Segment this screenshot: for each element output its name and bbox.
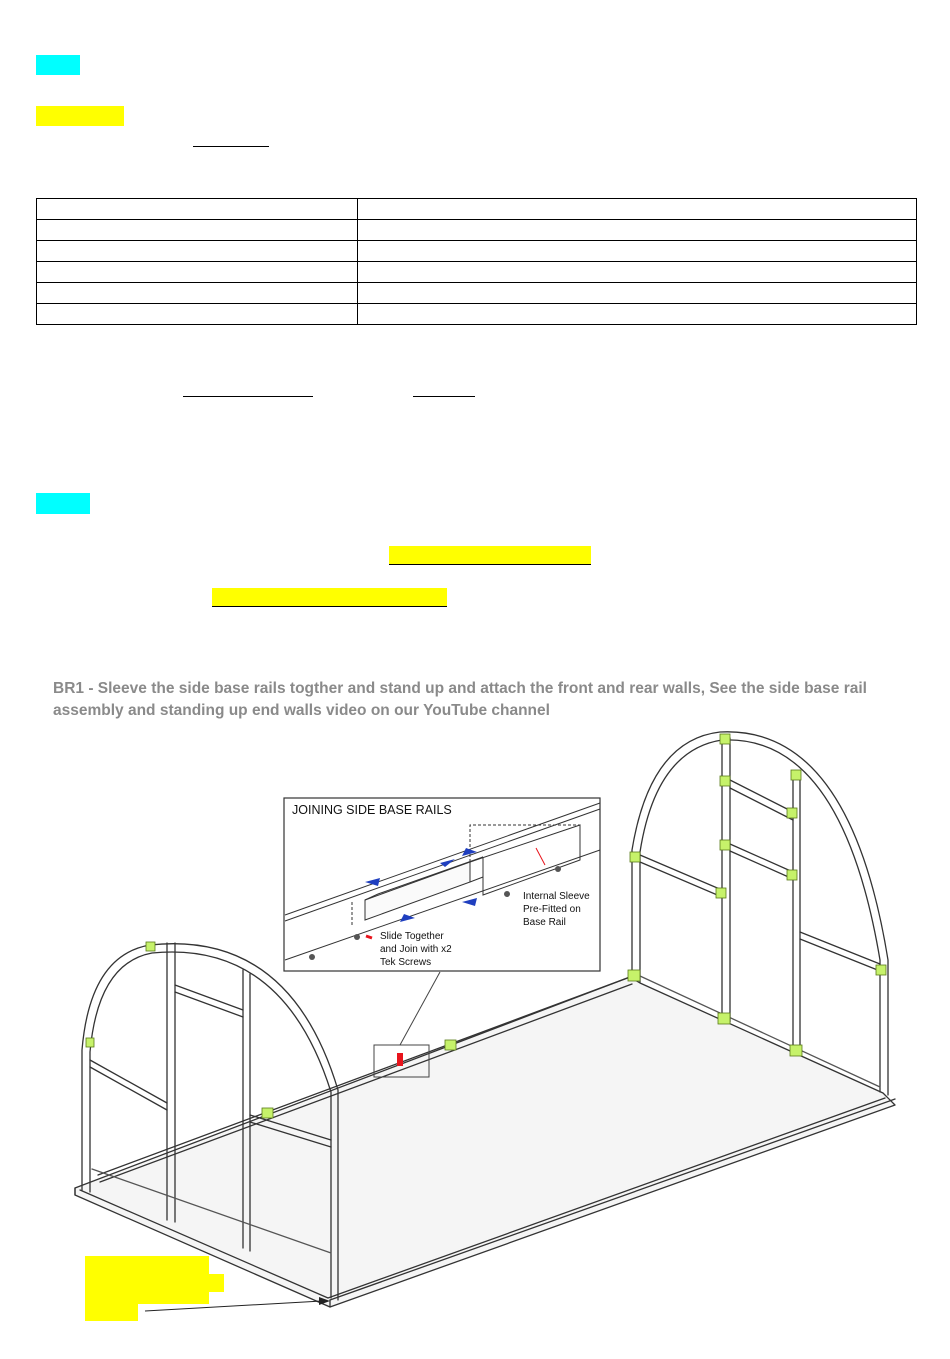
sleeve-label-2: Pre-Fitted on xyxy=(523,904,581,915)
spec-table-row xyxy=(37,304,917,325)
connector-bracket xyxy=(787,808,797,818)
connector-bracket xyxy=(790,1045,802,1056)
spec-table-row xyxy=(37,241,917,262)
sleeve-label-3: Base Rail xyxy=(523,917,566,928)
spec-table-row xyxy=(37,262,917,283)
connector-bracket xyxy=(787,870,797,880)
callout-leader xyxy=(400,972,440,1045)
spec-table-value-cell xyxy=(358,199,917,220)
joint-marker xyxy=(397,1053,403,1066)
connector-bracket xyxy=(718,1013,730,1024)
connector-bracket xyxy=(630,852,640,862)
connector-bracket xyxy=(876,965,886,975)
underline-2 xyxy=(183,396,313,397)
spec-table-row xyxy=(37,220,917,241)
joining-detail-inset xyxy=(284,798,600,971)
spec-table-value-cell xyxy=(358,304,917,325)
spec-table-value-cell xyxy=(358,283,917,304)
section-marker-1 xyxy=(36,55,80,75)
underline-1 xyxy=(193,146,269,147)
connector-bracket xyxy=(720,734,730,744)
connector-bracket xyxy=(445,1040,456,1050)
spec-table xyxy=(36,198,917,325)
spec-table-label-cell xyxy=(37,262,358,283)
spec-table-row xyxy=(37,199,917,220)
spec-table-label-cell xyxy=(37,241,358,262)
spec-table-value-cell xyxy=(358,241,917,262)
link-highlight-2[interactable] xyxy=(212,588,447,607)
inset-title: JOINING SIDE BASE RAILS xyxy=(292,803,452,817)
red-joint-mark xyxy=(366,936,372,938)
spec-table-label-cell xyxy=(37,283,358,304)
corner-label-highlight-3 xyxy=(85,1292,209,1304)
connector-bracket xyxy=(628,970,640,981)
heading-highlight-1 xyxy=(36,106,124,126)
spec-table-value-cell xyxy=(358,220,917,241)
connector-bracket xyxy=(146,942,155,951)
spec-table-row xyxy=(37,283,917,304)
spec-table-label-cell xyxy=(37,304,358,325)
corner-label-highlight-4 xyxy=(85,1304,138,1321)
connector-bracket xyxy=(791,770,801,780)
connector-bracket xyxy=(716,888,726,898)
connector-bracket xyxy=(86,1038,94,1047)
slide-label-1: Slide Together xyxy=(380,931,444,942)
caption-line-2: assembly and standing up end walls video on our YouTube channel xyxy=(53,702,550,719)
underline-3 xyxy=(413,396,475,397)
slide-label-2: and Join with x2 xyxy=(380,944,452,955)
slide-label-3: Tek Screws xyxy=(380,957,432,968)
section-marker-2 xyxy=(36,493,90,514)
corner-label-highlight-1 xyxy=(85,1256,209,1274)
spec-table-label-cell xyxy=(37,199,358,220)
spec-table-label-cell xyxy=(37,220,358,241)
link-highlight-1[interactable] xyxy=(389,546,591,565)
corner-label-highlight-2 xyxy=(85,1274,224,1292)
sleeve-label-1: Internal Sleeve xyxy=(523,891,590,902)
step-caption xyxy=(53,678,873,722)
caption-line-1: BR1 - Sleeve the side base rails togther and stand up and attach the front and rear walls, See the side base rail xyxy=(53,680,867,697)
connector-bracket xyxy=(262,1108,273,1118)
connector-bracket xyxy=(720,840,730,850)
connector-bracket xyxy=(720,776,730,786)
spec-table-value-cell xyxy=(358,262,917,283)
